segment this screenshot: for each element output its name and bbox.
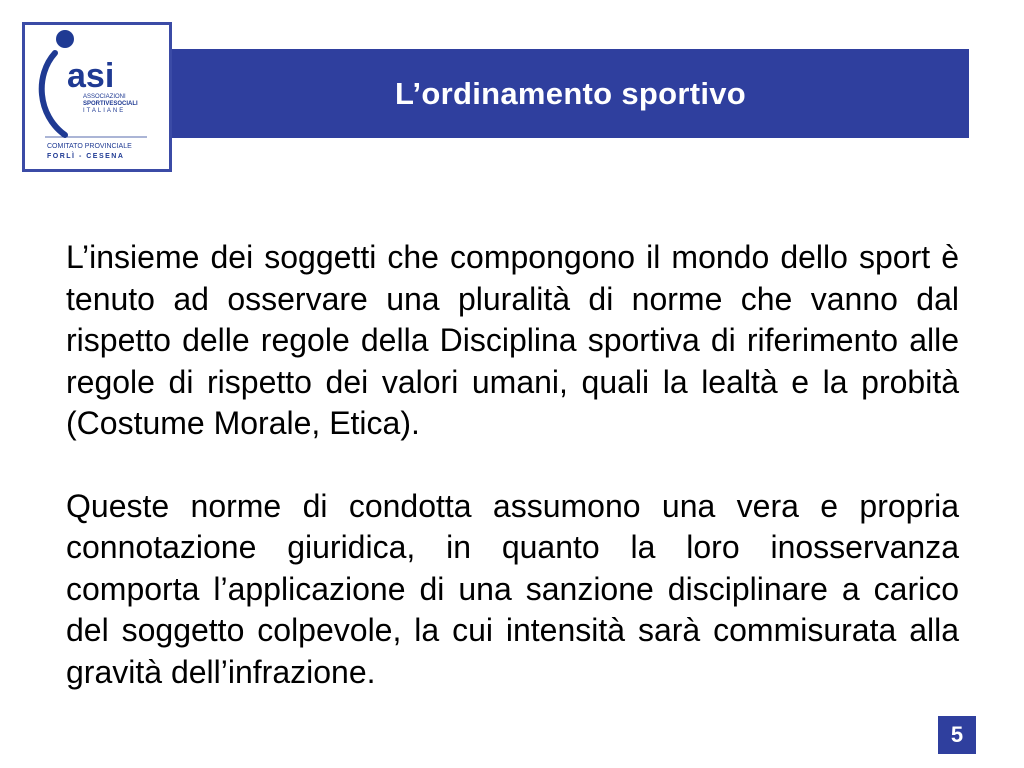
slide-title: L’ordinamento sportivo <box>394 75 747 111</box>
paragraph-1: L’insieme dei soggetti che compongono il mondo dello sport è tenuto ad osservare una pluralità di norme che vanno dal rispetto delle regole della Disciplina sportiva di riferimento alle regole di rispetto dei valori umani, quali la lealtà e la probità (Costume Morale, Etica). <box>66 239 959 441</box>
page-number: 5 <box>938 716 976 754</box>
asi-logo <box>22 22 172 172</box>
asi-logo-graphic <box>25 25 169 169</box>
slide-body <box>66 237 959 693</box>
title-bar <box>172 49 969 138</box>
logo-swoosh <box>42 53 65 135</box>
logo-location: FORLÌ - CESENA <box>47 153 125 160</box>
logo-brand: asi <box>67 57 115 95</box>
logo-dot <box>56 30 74 48</box>
paragraph-2: Queste norme di condotta assumono una vera e propria connotazione giuridica, in quanto la loro inosservanza comporta l’applicazione di una sanzione disciplinare a carico del soggetto colpevole, la cui intensità sarà commisurata alla gravità dell’infrazione. <box>66 487 959 690</box>
logo-line1: ASSOCIAZIONI <box>83 94 126 100</box>
logo-line3: ITALIANE <box>83 108 126 114</box>
logo-line2: SPORTIVESOCIALI <box>83 101 138 107</box>
logo-committee: COMITATO PROVINCIALE <box>47 143 132 150</box>
